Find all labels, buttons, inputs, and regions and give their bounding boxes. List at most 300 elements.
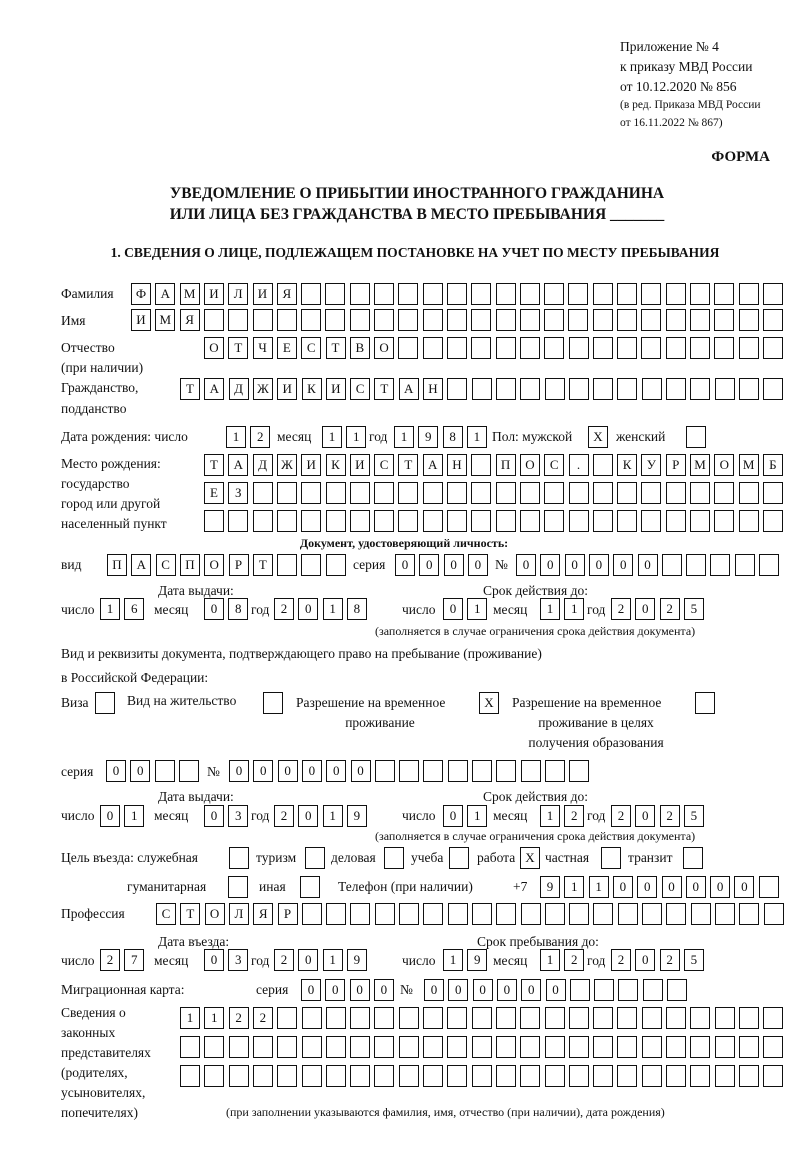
char-cell[interactable] bbox=[423, 337, 443, 359]
char-cell[interactable] bbox=[471, 309, 491, 331]
char-cell[interactable]: 1 bbox=[204, 1007, 224, 1029]
char-cell[interactable] bbox=[666, 1036, 686, 1058]
char-cell[interactable] bbox=[739, 309, 759, 331]
char-cell[interactable] bbox=[617, 378, 637, 400]
char-cell[interactable] bbox=[277, 1036, 297, 1058]
char-cell[interactable]: Ч bbox=[253, 337, 273, 359]
char-cell[interactable] bbox=[520, 1065, 540, 1087]
char-cell[interactable] bbox=[617, 283, 637, 305]
char-cell[interactable]: 2 bbox=[564, 805, 584, 827]
char-cell[interactable] bbox=[399, 903, 419, 925]
char-cell[interactable] bbox=[666, 1007, 686, 1029]
char-cell[interactable]: 0 bbox=[204, 949, 224, 971]
char-cell[interactable] bbox=[301, 283, 321, 305]
char-cell[interactable]: Ж bbox=[253, 378, 273, 400]
char-cell[interactable]: 7 bbox=[124, 949, 144, 971]
char-cell[interactable] bbox=[569, 760, 589, 782]
char-cell[interactable] bbox=[423, 309, 443, 331]
char-cell[interactable] bbox=[617, 337, 637, 359]
char-cell[interactable] bbox=[641, 510, 661, 532]
char-cell[interactable]: К bbox=[302, 378, 322, 400]
char-cell[interactable]: Т bbox=[180, 903, 200, 925]
char-cell[interactable] bbox=[447, 1036, 467, 1058]
char-cell[interactable]: 0 bbox=[325, 979, 345, 1001]
char-cell[interactable] bbox=[496, 1065, 516, 1087]
char-cell[interactable] bbox=[423, 1065, 443, 1087]
char-cell[interactable] bbox=[544, 510, 564, 532]
char-cell[interactable]: 0 bbox=[521, 979, 541, 1001]
char-cell[interactable] bbox=[690, 1007, 710, 1029]
char-cell[interactable] bbox=[667, 979, 687, 1001]
char-cell[interactable] bbox=[301, 510, 321, 532]
char-cell[interactable] bbox=[593, 309, 613, 331]
char-cell[interactable]: О bbox=[374, 337, 394, 359]
char-cell[interactable] bbox=[666, 903, 686, 925]
char-cell[interactable]: Д bbox=[253, 454, 273, 476]
char-cell[interactable] bbox=[277, 1007, 297, 1029]
checkbox-cell[interactable] bbox=[263, 692, 283, 714]
char-cell[interactable] bbox=[471, 283, 491, 305]
char-cell[interactable] bbox=[520, 309, 540, 331]
char-cell[interactable]: 0 bbox=[100, 805, 120, 827]
char-cell[interactable] bbox=[763, 337, 783, 359]
char-cell[interactable]: 2 bbox=[100, 949, 120, 971]
char-cell[interactable] bbox=[253, 1065, 273, 1087]
char-cell[interactable]: Д bbox=[229, 378, 249, 400]
char-cell[interactable]: 0 bbox=[204, 805, 224, 827]
char-cell[interactable] bbox=[763, 510, 783, 532]
char-cell[interactable]: М bbox=[690, 454, 710, 476]
char-cell[interactable]: 0 bbox=[374, 979, 394, 1001]
char-cell[interactable]: 9 bbox=[347, 805, 367, 827]
char-cell[interactable] bbox=[593, 1036, 613, 1058]
char-cell[interactable] bbox=[472, 760, 492, 782]
char-cell[interactable] bbox=[277, 554, 297, 576]
char-cell[interactable]: 0 bbox=[540, 554, 560, 576]
char-cell[interactable]: 0 bbox=[301, 979, 321, 1001]
char-cell[interactable]: Ф bbox=[131, 283, 151, 305]
char-cell[interactable] bbox=[496, 510, 516, 532]
checkbox-cell[interactable] bbox=[601, 847, 621, 869]
char-cell[interactable] bbox=[520, 337, 540, 359]
char-cell[interactable] bbox=[759, 876, 779, 898]
char-cell[interactable]: А bbox=[423, 454, 443, 476]
char-cell[interactable] bbox=[253, 309, 273, 331]
char-cell[interactable]: 1 bbox=[100, 598, 120, 620]
char-cell[interactable]: 6 bbox=[124, 598, 144, 620]
char-cell[interactable] bbox=[666, 1065, 686, 1087]
char-cell[interactable] bbox=[399, 1036, 419, 1058]
char-cell[interactable]: 2 bbox=[274, 598, 294, 620]
char-cell[interactable] bbox=[326, 482, 346, 504]
char-cell[interactable]: 5 bbox=[684, 598, 704, 620]
char-cell[interactable] bbox=[739, 1007, 759, 1029]
char-cell[interactable] bbox=[544, 482, 564, 504]
char-cell[interactable] bbox=[544, 283, 564, 305]
char-cell[interactable] bbox=[423, 482, 443, 504]
char-cell[interactable] bbox=[302, 1065, 322, 1087]
char-cell[interactable] bbox=[763, 1036, 783, 1058]
char-cell[interactable]: С bbox=[156, 554, 176, 576]
char-cell[interactable]: Я bbox=[277, 283, 297, 305]
char-cell[interactable]: 9 bbox=[540, 876, 560, 898]
char-cell[interactable] bbox=[350, 510, 370, 532]
char-cell[interactable] bbox=[544, 309, 564, 331]
char-cell[interactable]: 1 bbox=[322, 426, 342, 448]
char-cell[interactable]: 0 bbox=[302, 760, 322, 782]
char-cell[interactable]: 1 bbox=[394, 426, 414, 448]
checkbox-cell[interactable] bbox=[228, 876, 248, 898]
char-cell[interactable] bbox=[398, 283, 418, 305]
char-cell[interactable]: 2 bbox=[229, 1007, 249, 1029]
char-cell[interactable]: 8 bbox=[228, 598, 248, 620]
char-cell[interactable] bbox=[569, 1065, 589, 1087]
char-cell[interactable]: 0 bbox=[635, 598, 655, 620]
char-cell[interactable] bbox=[179, 760, 199, 782]
char-cell[interactable] bbox=[447, 1065, 467, 1087]
char-cell[interactable] bbox=[715, 378, 735, 400]
char-cell[interactable] bbox=[350, 1036, 370, 1058]
char-cell[interactable] bbox=[714, 283, 734, 305]
char-cell[interactable] bbox=[735, 554, 755, 576]
checkbox-cell[interactable] bbox=[300, 876, 320, 898]
char-cell[interactable]: Т bbox=[326, 337, 346, 359]
char-cell[interactable] bbox=[471, 510, 491, 532]
char-cell[interactable] bbox=[690, 1036, 710, 1058]
char-cell[interactable] bbox=[739, 903, 759, 925]
char-cell[interactable] bbox=[496, 482, 516, 504]
char-cell[interactable]: К bbox=[326, 454, 346, 476]
char-cell[interactable] bbox=[423, 510, 443, 532]
char-cell[interactable] bbox=[253, 510, 273, 532]
char-cell[interactable]: Ж bbox=[277, 454, 297, 476]
char-cell[interactable]: 0 bbox=[637, 876, 657, 898]
char-cell[interactable] bbox=[739, 378, 759, 400]
char-cell[interactable] bbox=[374, 283, 394, 305]
char-cell[interactable] bbox=[496, 283, 516, 305]
char-cell[interactable] bbox=[399, 1007, 419, 1029]
char-cell[interactable] bbox=[375, 903, 395, 925]
char-cell[interactable] bbox=[326, 903, 346, 925]
char-cell[interactable] bbox=[715, 903, 735, 925]
char-cell[interactable] bbox=[545, 1065, 565, 1087]
char-cell[interactable] bbox=[642, 903, 662, 925]
char-cell[interactable]: 1 bbox=[346, 426, 366, 448]
char-cell[interactable] bbox=[228, 510, 248, 532]
char-cell[interactable] bbox=[690, 1065, 710, 1087]
char-cell[interactable]: 8 bbox=[443, 426, 463, 448]
char-cell[interactable]: О bbox=[520, 454, 540, 476]
char-cell[interactable]: 0 bbox=[444, 554, 464, 576]
char-cell[interactable]: 0 bbox=[395, 554, 415, 576]
char-cell[interactable]: 0 bbox=[686, 876, 706, 898]
char-cell[interactable] bbox=[666, 309, 686, 331]
char-cell[interactable]: А bbox=[399, 378, 419, 400]
char-cell[interactable]: И bbox=[253, 283, 273, 305]
char-cell[interactable]: 5 bbox=[684, 949, 704, 971]
char-cell[interactable] bbox=[350, 903, 370, 925]
char-cell[interactable] bbox=[472, 903, 492, 925]
char-cell[interactable]: Т bbox=[374, 378, 394, 400]
char-cell[interactable] bbox=[423, 1036, 443, 1058]
char-cell[interactable] bbox=[643, 979, 663, 1001]
char-cell[interactable]: А bbox=[131, 554, 151, 576]
char-cell[interactable]: 1 bbox=[467, 598, 487, 620]
char-cell[interactable] bbox=[715, 1065, 735, 1087]
checkbox-cell[interactable] bbox=[683, 847, 703, 869]
char-cell[interactable] bbox=[593, 283, 613, 305]
char-cell[interactable] bbox=[301, 482, 321, 504]
char-cell[interactable] bbox=[471, 454, 491, 476]
char-cell[interactable]: О bbox=[714, 454, 734, 476]
char-cell[interactable] bbox=[423, 283, 443, 305]
char-cell[interactable] bbox=[593, 337, 613, 359]
char-cell[interactable] bbox=[277, 309, 297, 331]
char-cell[interactable] bbox=[521, 760, 541, 782]
char-cell[interactable] bbox=[642, 378, 662, 400]
char-cell[interactable] bbox=[277, 1065, 297, 1087]
char-cell[interactable]: 1 bbox=[564, 598, 584, 620]
char-cell[interactable] bbox=[350, 1065, 370, 1087]
char-cell[interactable] bbox=[739, 1065, 759, 1087]
char-cell[interactable] bbox=[520, 378, 540, 400]
char-cell[interactable] bbox=[617, 1065, 637, 1087]
char-cell[interactable]: 2 bbox=[660, 805, 680, 827]
char-cell[interactable] bbox=[568, 309, 588, 331]
char-cell[interactable]: И bbox=[301, 454, 321, 476]
char-cell[interactable] bbox=[739, 510, 759, 532]
char-cell[interactable]: 0 bbox=[298, 598, 318, 620]
char-cell[interactable] bbox=[472, 1036, 492, 1058]
char-cell[interactable] bbox=[641, 482, 661, 504]
char-cell[interactable] bbox=[739, 337, 759, 359]
char-cell[interactable] bbox=[399, 1065, 419, 1087]
char-cell[interactable]: С bbox=[301, 337, 321, 359]
char-cell[interactable] bbox=[662, 554, 682, 576]
char-cell[interactable]: С bbox=[374, 454, 394, 476]
char-cell[interactable]: 2 bbox=[253, 1007, 273, 1029]
char-cell[interactable]: 0 bbox=[710, 876, 730, 898]
char-cell[interactable] bbox=[326, 1007, 346, 1029]
char-cell[interactable] bbox=[472, 1065, 492, 1087]
char-cell[interactable] bbox=[690, 309, 710, 331]
char-cell[interactable] bbox=[325, 309, 345, 331]
char-cell[interactable] bbox=[593, 454, 613, 476]
char-cell[interactable] bbox=[374, 1007, 394, 1029]
char-cell[interactable]: С bbox=[156, 903, 176, 925]
char-cell[interactable]: 0 bbox=[635, 949, 655, 971]
checkbox-cell[interactable]: X bbox=[588, 426, 608, 448]
char-cell[interactable] bbox=[204, 1065, 224, 1087]
char-cell[interactable] bbox=[569, 1036, 589, 1058]
char-cell[interactable]: Я bbox=[253, 903, 273, 925]
char-cell[interactable]: 1 bbox=[540, 805, 560, 827]
char-cell[interactable]: З bbox=[228, 482, 248, 504]
char-cell[interactable] bbox=[545, 760, 565, 782]
char-cell[interactable]: О bbox=[204, 337, 224, 359]
char-cell[interactable]: . bbox=[569, 454, 589, 476]
char-cell[interactable] bbox=[690, 283, 710, 305]
char-cell[interactable] bbox=[763, 1065, 783, 1087]
char-cell[interactable] bbox=[617, 510, 637, 532]
char-cell[interactable]: 0 bbox=[443, 805, 463, 827]
char-cell[interactable]: 2 bbox=[660, 598, 680, 620]
char-cell[interactable]: М bbox=[739, 454, 759, 476]
char-cell[interactable] bbox=[593, 1065, 613, 1087]
char-cell[interactable] bbox=[641, 283, 661, 305]
char-cell[interactable] bbox=[763, 1007, 783, 1029]
char-cell[interactable] bbox=[302, 1036, 322, 1058]
char-cell[interactable] bbox=[399, 760, 419, 782]
char-cell[interactable] bbox=[204, 510, 224, 532]
char-cell[interactable]: 0 bbox=[229, 760, 249, 782]
char-cell[interactable]: 0 bbox=[419, 554, 439, 576]
char-cell[interactable] bbox=[496, 903, 516, 925]
char-cell[interactable]: 1 bbox=[540, 598, 560, 620]
char-cell[interactable]: 1 bbox=[180, 1007, 200, 1029]
char-cell[interactable] bbox=[739, 482, 759, 504]
char-cell[interactable]: 8 bbox=[347, 598, 367, 620]
char-cell[interactable] bbox=[471, 337, 491, 359]
char-cell[interactable] bbox=[690, 337, 710, 359]
char-cell[interactable]: Я bbox=[180, 309, 200, 331]
checkbox-cell[interactable]: X bbox=[479, 692, 499, 714]
char-cell[interactable]: 0 bbox=[516, 554, 536, 576]
char-cell[interactable]: 0 bbox=[662, 876, 682, 898]
char-cell[interactable]: А bbox=[228, 454, 248, 476]
char-cell[interactable] bbox=[448, 760, 468, 782]
char-cell[interactable]: Е bbox=[204, 482, 224, 504]
char-cell[interactable] bbox=[569, 903, 589, 925]
char-cell[interactable] bbox=[710, 554, 730, 576]
char-cell[interactable]: 0 bbox=[546, 979, 566, 1001]
char-cell[interactable]: 2 bbox=[564, 949, 584, 971]
char-cell[interactable] bbox=[690, 482, 710, 504]
char-cell[interactable] bbox=[642, 1065, 662, 1087]
checkbox-cell[interactable] bbox=[384, 847, 404, 869]
char-cell[interactable]: 1 bbox=[124, 805, 144, 827]
char-cell[interactable] bbox=[641, 337, 661, 359]
char-cell[interactable] bbox=[447, 337, 467, 359]
char-cell[interactable]: О bbox=[204, 554, 224, 576]
char-cell[interactable]: П bbox=[180, 554, 200, 576]
char-cell[interactable] bbox=[229, 1036, 249, 1058]
char-cell[interactable] bbox=[447, 482, 467, 504]
char-cell[interactable]: Р bbox=[278, 903, 298, 925]
char-cell[interactable]: 1 bbox=[323, 805, 343, 827]
char-cell[interactable] bbox=[326, 1065, 346, 1087]
char-cell[interactable] bbox=[374, 510, 394, 532]
char-cell[interactable] bbox=[569, 337, 589, 359]
char-cell[interactable]: 0 bbox=[638, 554, 658, 576]
char-cell[interactable]: 0 bbox=[565, 554, 585, 576]
char-cell[interactable] bbox=[398, 482, 418, 504]
char-cell[interactable] bbox=[423, 760, 443, 782]
char-cell[interactable]: Е bbox=[277, 337, 297, 359]
char-cell[interactable]: 0 bbox=[298, 805, 318, 827]
char-cell[interactable]: И bbox=[326, 378, 346, 400]
char-cell[interactable] bbox=[666, 337, 686, 359]
char-cell[interactable] bbox=[666, 378, 686, 400]
char-cell[interactable] bbox=[350, 283, 370, 305]
char-cell[interactable] bbox=[641, 309, 661, 331]
checkbox-cell[interactable] bbox=[695, 692, 715, 714]
char-cell[interactable] bbox=[398, 337, 418, 359]
char-cell[interactable] bbox=[569, 482, 589, 504]
char-cell[interactable] bbox=[568, 283, 588, 305]
char-cell[interactable]: П bbox=[107, 554, 127, 576]
char-cell[interactable] bbox=[763, 378, 783, 400]
char-cell[interactable]: 0 bbox=[613, 554, 633, 576]
char-cell[interactable]: 0 bbox=[204, 598, 224, 620]
char-cell[interactable]: А bbox=[204, 378, 224, 400]
char-cell[interactable] bbox=[545, 1007, 565, 1029]
char-cell[interactable] bbox=[155, 760, 175, 782]
char-cell[interactable] bbox=[715, 1007, 735, 1029]
char-cell[interactable] bbox=[374, 1065, 394, 1087]
char-cell[interactable] bbox=[447, 510, 467, 532]
char-cell[interactable] bbox=[472, 1007, 492, 1029]
char-cell[interactable] bbox=[302, 1007, 322, 1029]
char-cell[interactable] bbox=[180, 1065, 200, 1087]
char-cell[interactable]: 0 bbox=[497, 979, 517, 1001]
char-cell[interactable] bbox=[666, 283, 686, 305]
char-cell[interactable]: 9 bbox=[467, 949, 487, 971]
char-cell[interactable]: Б bbox=[763, 454, 783, 476]
char-cell[interactable]: 0 bbox=[443, 598, 463, 620]
char-cell[interactable] bbox=[496, 337, 516, 359]
char-cell[interactable]: 1 bbox=[443, 949, 463, 971]
char-cell[interactable] bbox=[763, 283, 783, 305]
char-cell[interactable]: 2 bbox=[250, 426, 270, 448]
checkbox-cell[interactable] bbox=[686, 426, 706, 448]
char-cell[interactable] bbox=[739, 1036, 759, 1058]
char-cell[interactable]: 2 bbox=[611, 949, 631, 971]
char-cell[interactable] bbox=[715, 1036, 735, 1058]
char-cell[interactable] bbox=[302, 903, 322, 925]
char-cell[interactable] bbox=[301, 554, 321, 576]
char-cell[interactable] bbox=[374, 309, 394, 331]
char-cell[interactable]: 2 bbox=[611, 598, 631, 620]
char-cell[interactable] bbox=[545, 903, 565, 925]
char-cell[interactable]: Л bbox=[229, 903, 249, 925]
char-cell[interactable]: 2 bbox=[660, 949, 680, 971]
char-cell[interactable]: 0 bbox=[298, 949, 318, 971]
char-cell[interactable]: И bbox=[204, 283, 224, 305]
char-cell[interactable]: 0 bbox=[635, 805, 655, 827]
char-cell[interactable]: 0 bbox=[351, 760, 371, 782]
char-cell[interactable]: Р bbox=[229, 554, 249, 576]
char-cell[interactable] bbox=[593, 378, 613, 400]
char-cell[interactable]: 2 bbox=[611, 805, 631, 827]
char-cell[interactable] bbox=[739, 283, 759, 305]
char-cell[interactable] bbox=[593, 510, 613, 532]
char-cell[interactable] bbox=[253, 482, 273, 504]
char-cell[interactable] bbox=[496, 309, 516, 331]
checkbox-cell[interactable]: X bbox=[520, 847, 540, 869]
char-cell[interactable] bbox=[496, 1007, 516, 1029]
char-cell[interactable] bbox=[228, 309, 248, 331]
char-cell[interactable] bbox=[325, 283, 345, 305]
char-cell[interactable]: 1 bbox=[589, 876, 609, 898]
char-cell[interactable] bbox=[496, 1036, 516, 1058]
char-cell[interactable] bbox=[447, 378, 467, 400]
char-cell[interactable]: 0 bbox=[473, 979, 493, 1001]
char-cell[interactable] bbox=[423, 1007, 443, 1029]
char-cell[interactable]: Т bbox=[398, 454, 418, 476]
char-cell[interactable]: К bbox=[617, 454, 637, 476]
char-cell[interactable]: 1 bbox=[467, 426, 487, 448]
